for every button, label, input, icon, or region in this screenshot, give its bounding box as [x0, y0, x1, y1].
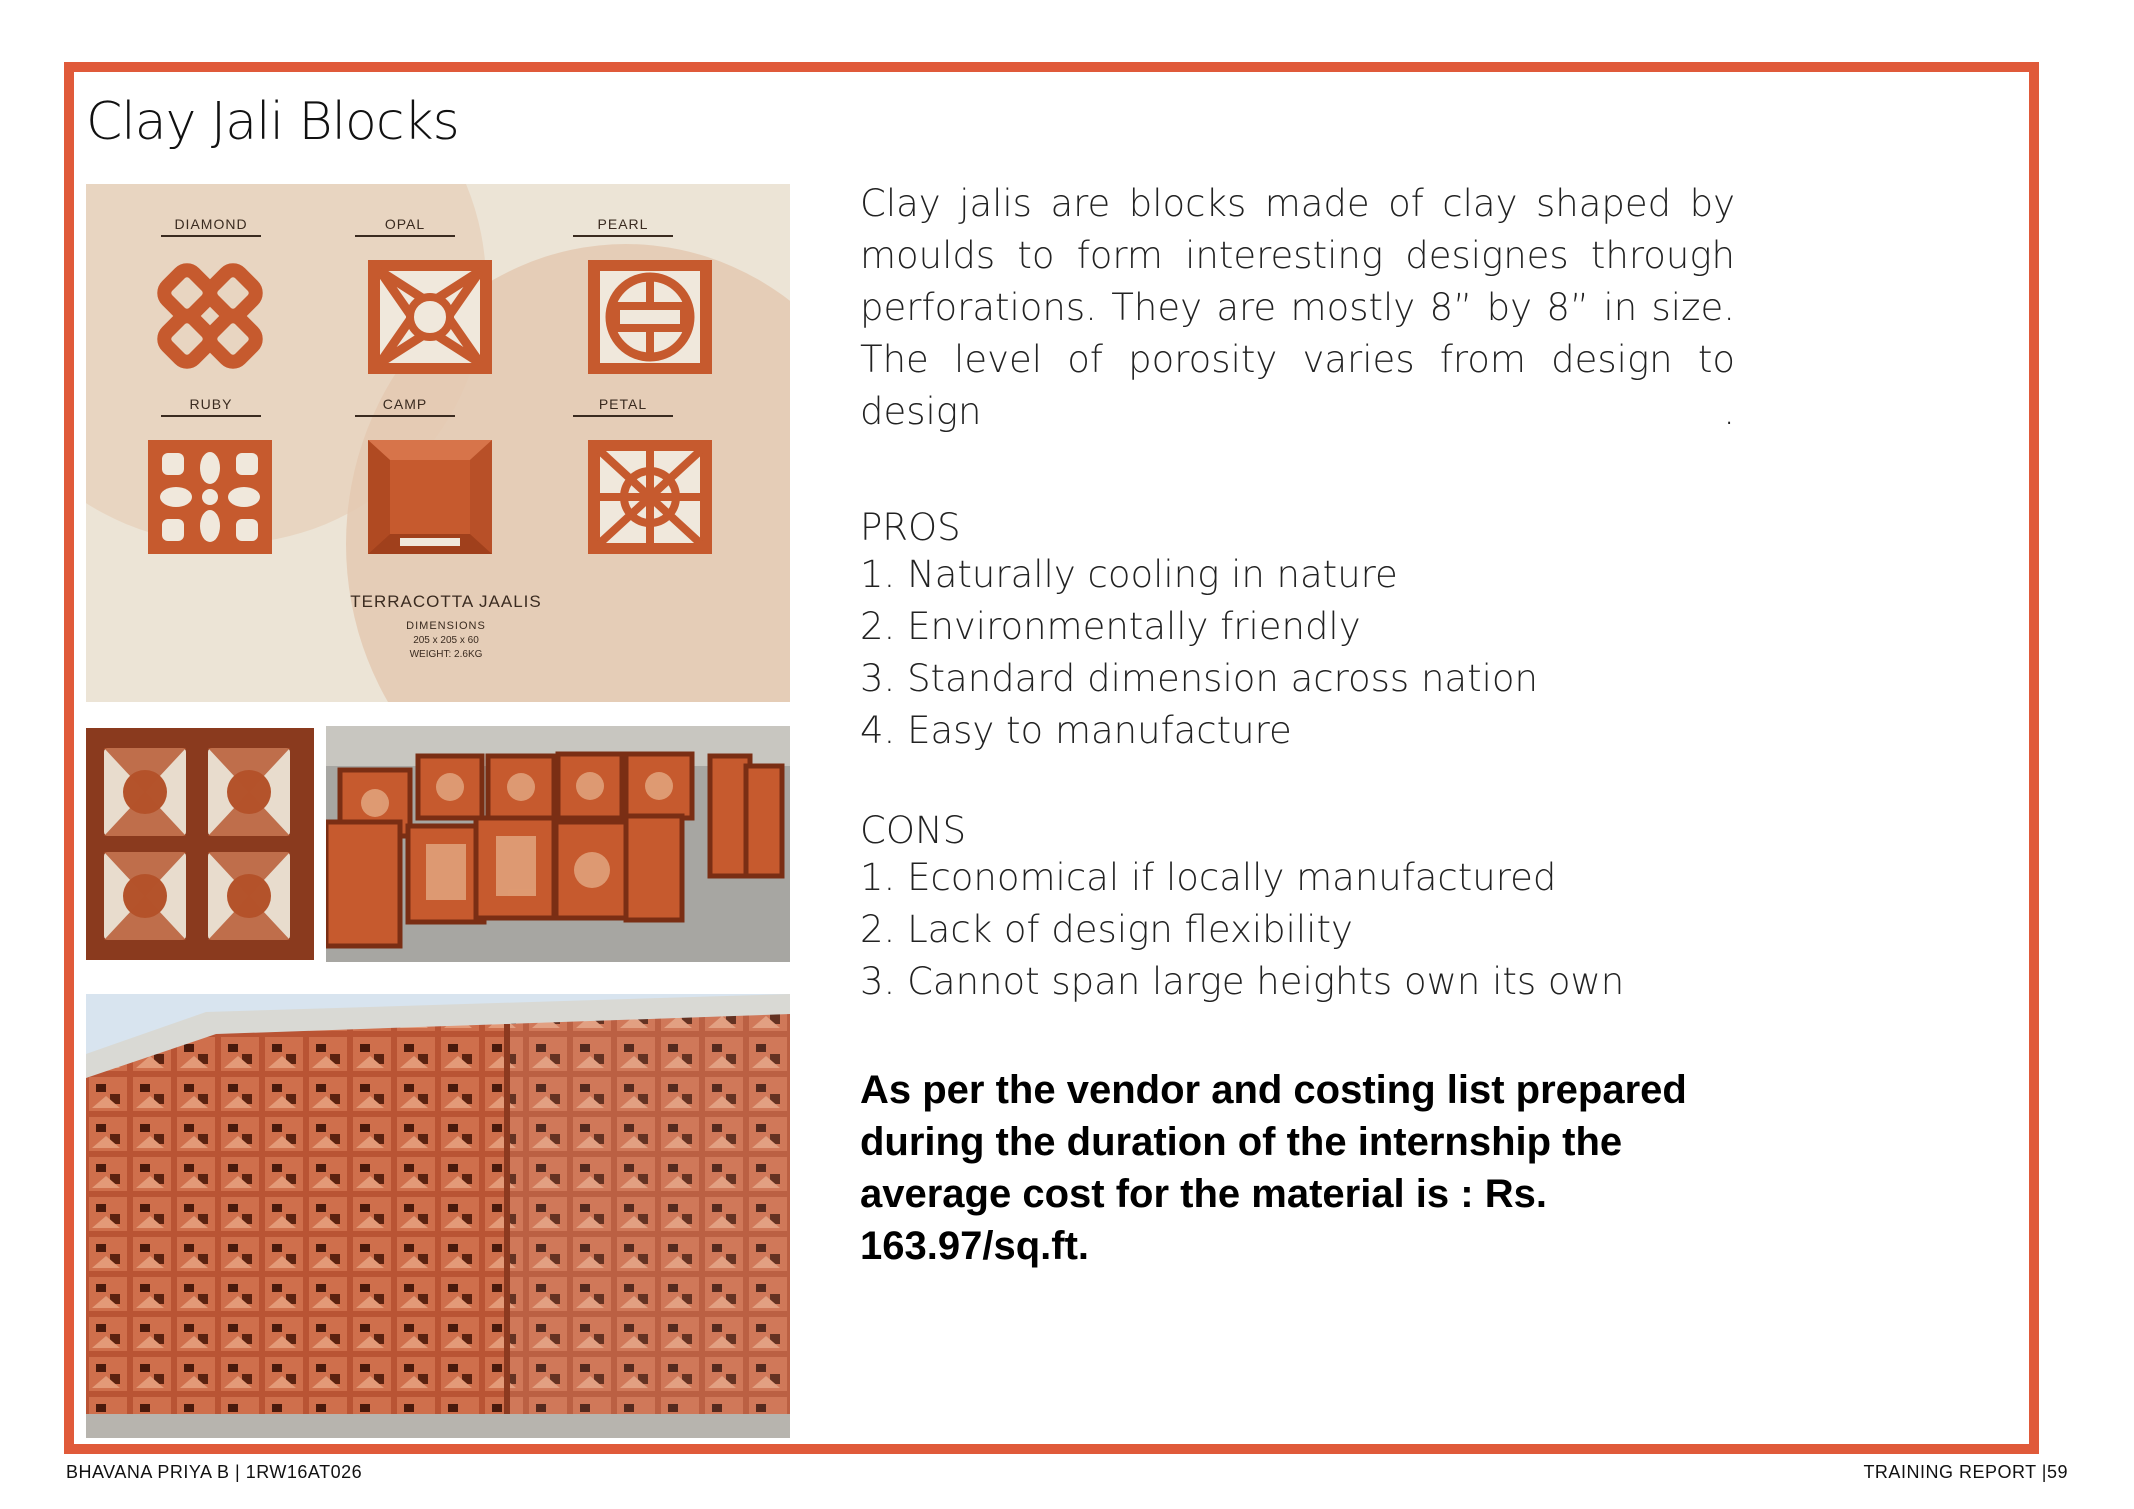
- catalog-caption-dimensions: 205 x 205 x 60: [413, 635, 479, 646]
- tile-label-opal: OPAL: [330, 216, 480, 237]
- tile-label-petal: PETAL: [548, 396, 698, 417]
- opal-jali-tile: [366, 258, 494, 376]
- cons-item: 3. Cannot span large heights own its own: [860, 960, 1625, 1003]
- pros-item: 4. Easy to manufacture: [860, 709, 1292, 752]
- tile-label-diamond: DIAMOND: [136, 216, 286, 237]
- petal-jali-tile: [586, 438, 714, 556]
- camp-jali-tile: [366, 438, 494, 556]
- pros-heading: PROS: [860, 506, 961, 549]
- footer-page-number: TRAINING REPORT |59: [1863, 1462, 2068, 1482]
- cost-note: As per the vendor and costing list prepared during the duration of the internship the average cost for the material is : Rs. 163.97/sq.ft.: [860, 1068, 1687, 1268]
- pros-item: 2. Environmentally friendly: [860, 605, 1361, 648]
- content-column: [860, 178, 1735, 1272]
- pros-item: 1. Naturally cooling in nature: [860, 553, 1398, 596]
- jali-stack-photo: [86, 728, 314, 960]
- diamond-jali-tile: [146, 258, 274, 376]
- page-title: Clay Jali Blocks: [86, 92, 459, 152]
- intro-paragraph: Clay jalis are blocks made of clay shaped by moulds to form interesting designes through perforations. They are mostly 8” by 8” in size. The level of porosity varies from design to design .: [860, 182, 1735, 433]
- pros-item: 3. Standard dimension across nation: [860, 657, 1538, 700]
- footer-author: BHAVANA PRIYA B | 1RW16AT026: [66, 1462, 363, 1482]
- tile-label-ruby: RUBY: [136, 396, 286, 417]
- tile-label-camp: CAMP: [330, 396, 480, 417]
- catalog-caption: [316, 592, 576, 660]
- cons-heading: CONS: [860, 809, 967, 852]
- jali-catalog-image: [86, 184, 790, 702]
- jali-wall-photo: [86, 994, 790, 1438]
- cons-item: 1. Economical if locally manufactured: [860, 856, 1557, 899]
- catalog-caption-weight: WEIGHT: 2.6KG: [409, 649, 483, 660]
- cons-item: 2. Lack of design flexibility: [860, 908, 1353, 951]
- assorted-jali-blocks-photo: [326, 726, 790, 962]
- catalog-caption-title: TERRACOTTA JAALIS: [350, 592, 542, 611]
- ruby-jali-tile: [146, 438, 274, 556]
- catalog-caption-subtitle: DIMENSIONS: [406, 620, 486, 632]
- tile-label-pearl: PEARL: [548, 216, 698, 237]
- pearl-jali-tile: [586, 258, 714, 376]
